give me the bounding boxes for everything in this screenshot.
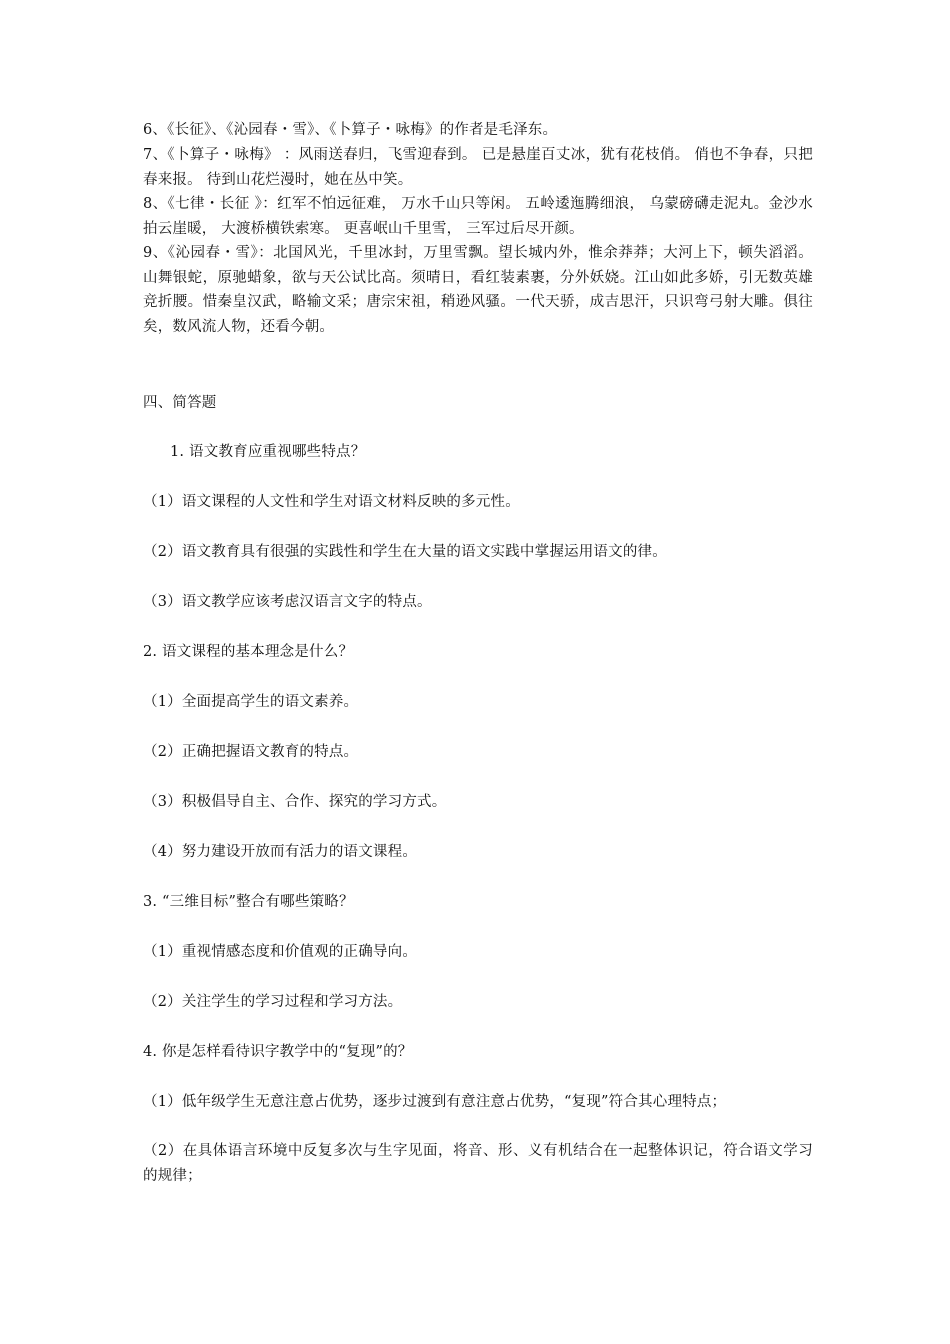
- answer-4-2: （2）在具体语言环境中反复多次与生字见面，将音、形、义有机结合在一起整体识记，符合语文学习的规律；: [143, 1143, 813, 1184]
- poem-item-9: 9、《沁园春・雪》：北国风光，千里冰封，万里雪飘。望长城内外，惟余莽莽；大河上下，顿失滔滔。山舞银蛇，原驰蜡象，欲与天公试比高。须晴日，看红装素裹，分外妖娆。江山如此多娇，引无数英雄竞折腰。惜秦皇汉武，略输文采；唐宗宋祖，稍逊风骚。一代天骄，成吉思汗，只识弯弓射大雕。俱往矣，数风流人物，还看今朝。: [143, 245, 813, 335]
- answer-3-2: （2）关注学生的学习过程和学习方法。: [143, 994, 403, 1010]
- answer-1-2: （2）语文教育具有很强的实践性和学生在大量的语文实践中掌握运用语文的律。: [143, 544, 667, 560]
- poem-item-7: 7、《卜算子・咏梅》 ：风雨送春归，飞雪迎春到。 已是悬崖百丈冰，犹有花枝俏。 俏也不争春，只把春来报。 待到山花烂漫时，她在丛中笑。: [143, 147, 813, 188]
- poem-item-6: 6、《长征》、《沁园春・雪》、《卜算子・咏梅》的作者是毛泽东。: [143, 122, 558, 138]
- question-4: 4. 你是怎样看待识字教学中的“复现”的？: [143, 1044, 413, 1060]
- answer-4-1: （1）低年级学生无意注意占优势，逐步过渡到有意注意占优势，“复现”符合其心理特点；: [143, 1094, 727, 1110]
- answer-1-1: （1）语文课程的人文性和学生对语文材料反映的多元性。: [143, 494, 520, 510]
- answer-2-4: （4）努力建设开放而有活力的语文课程。: [143, 844, 418, 860]
- poem-item-8: 8、《七律・长征 》：红军不怕远征难， 万水千山只等闲。 五岭逶迤腾细浪， 乌蒙磅礴走泥丸。金沙水拍云崖暖， 大渡桥横铁索寒。 更喜岷山千里雪， 三军过后尽开颜。: [143, 196, 813, 237]
- question-1: 1. 语文教育应重视哪些特点？: [170, 444, 366, 460]
- answer-2-3: （3）积极倡导自主、合作、探究的学习方式。: [143, 794, 447, 810]
- answer-3-1: （1）重视情感态度和价值观的正确导向。: [143, 944, 418, 960]
- question-2: 2. 语文课程的基本理念是什么？: [143, 644, 354, 660]
- answer-2-2: （2）正确把握语文教育的特点。: [143, 744, 359, 760]
- answer-2-1: （1）全面提高学生的语文素养。: [143, 694, 359, 710]
- question-3: 3. “三维目标”整合有哪些策略？: [143, 894, 354, 910]
- section-heading: 四、简答题: [143, 395, 217, 411]
- answer-1-3: （3）语文教学应该考虑汉语言文字的特点。: [143, 594, 432, 610]
